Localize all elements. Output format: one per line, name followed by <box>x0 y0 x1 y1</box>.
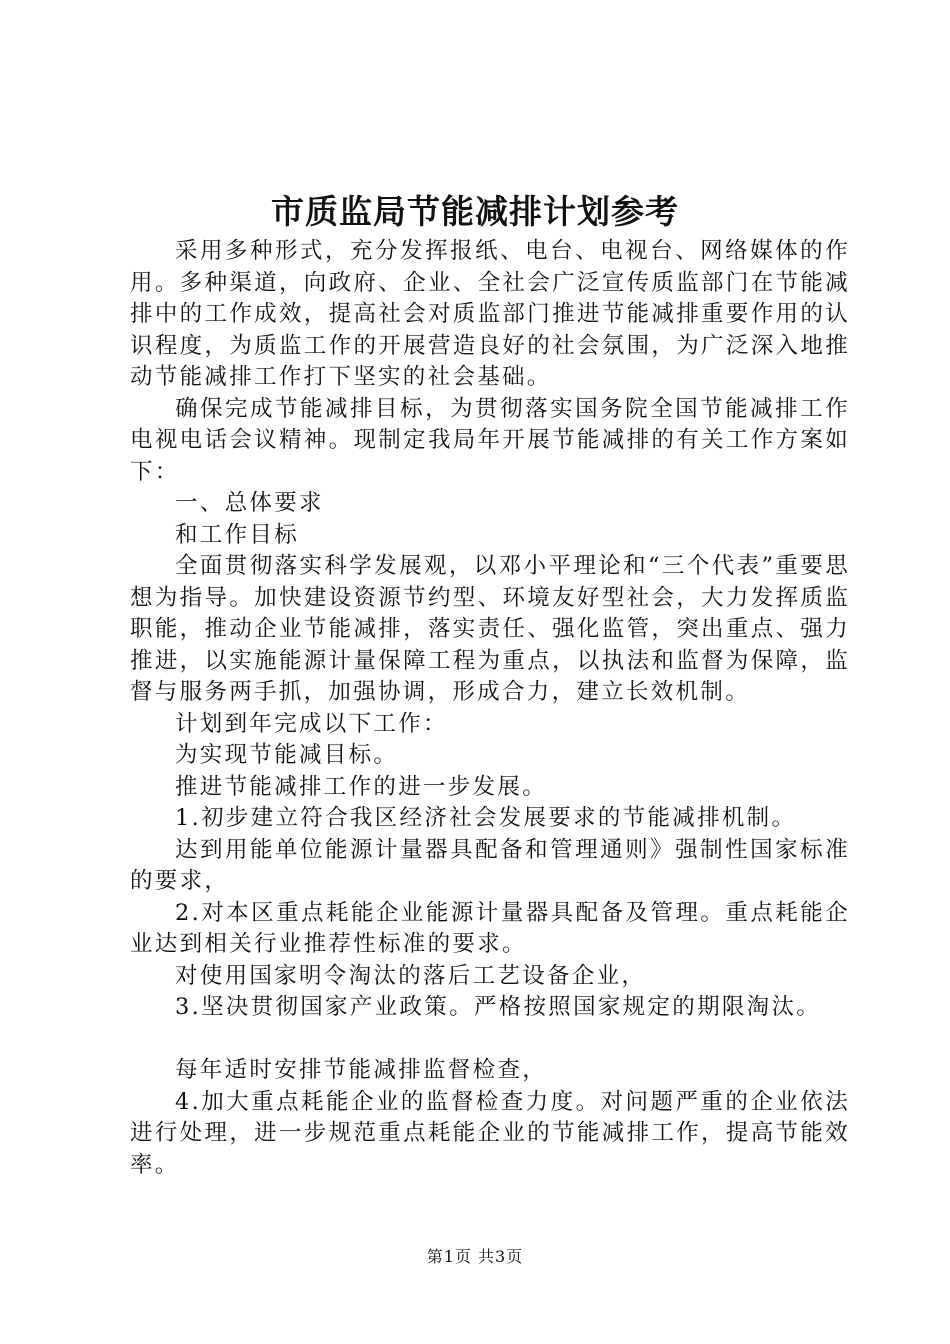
document-body <box>130 236 850 1181</box>
paragraph: 确保完成节能减排目标，为贯彻落实国务院全国节能减排工作电视电话会议精神。现制定我局年开展节能减排的有关工作方案如下： <box>130 395 850 485</box>
paragraph: 计划到年完成以下工作： <box>175 710 448 737</box>
paragraph: 推进节能减排工作的进一步发展。 <box>175 773 548 800</box>
paragraph: 和工作目标 <box>175 521 300 548</box>
paragraph: 对使用国家明令淘汰的落后工艺设备企业， <box>175 962 647 989</box>
paragraph: 全面贯彻落实科学发展观，以邓小平理论和“三个代表”重要思想为指导。加快建设资源节约型、环境友好型社会，大力发挥质监职能，推动企业节能减排，落实责任、强化监管，突出重点、强力推进，以实施能源计量保障工程为重点，以执法和监督为保障，监督与服务两手抓，加强协调，形成合力，建立长效机制。 <box>130 553 850 705</box>
page-footer: 第1页 共3页 <box>426 1247 524 1266</box>
blank-line <box>130 1024 850 1056</box>
paragraph: 达到用能单位能源计量器具配备和管理通则》强制性国家标准的要求， <box>130 836 850 894</box>
paragraph: 每年适时安排节能减排监督检查， <box>175 1057 548 1083</box>
list-item: 4.加大重点耗能企业的监督检查力度。对问题严重的企业依法进行处理，进一步规范重点耗能企业的节能减排工作，提高节能效率。 <box>130 1088 850 1178</box>
document-title: 市质监局节能减排计划参考 <box>271 192 679 231</box>
list-item: 3.坚决贯彻国家产业政策。严格按照国家规定的期限淘汰。 <box>175 994 822 1020</box>
list-item: 2.对本区重点耗能企业能源计量器具配备及管理。重点耗能企业达到相关行业推荐性标准的要求。 <box>130 899 850 957</box>
list-item: 1.初步建立符合我区经济社会发展要求的节能减排机制。 <box>175 805 797 831</box>
paragraph: 为实现节能减目标。 <box>175 742 399 768</box>
section-heading: 一、总体要求 <box>175 490 324 516</box>
paragraph: 采用多种形式，充分发挥报纸、电台、电视台、网络媒体的作用。多种渠道，向政府、企业、全社会广泛宣传质监部门在节能减排中的工作成效，提高社会对质监部门推进节能减排重要作用的认识程度，为质监工作的开展营造良好的社会氛围，为广泛深入地推动节能减排工作打下坚实的社会基础。 <box>130 238 850 390</box>
